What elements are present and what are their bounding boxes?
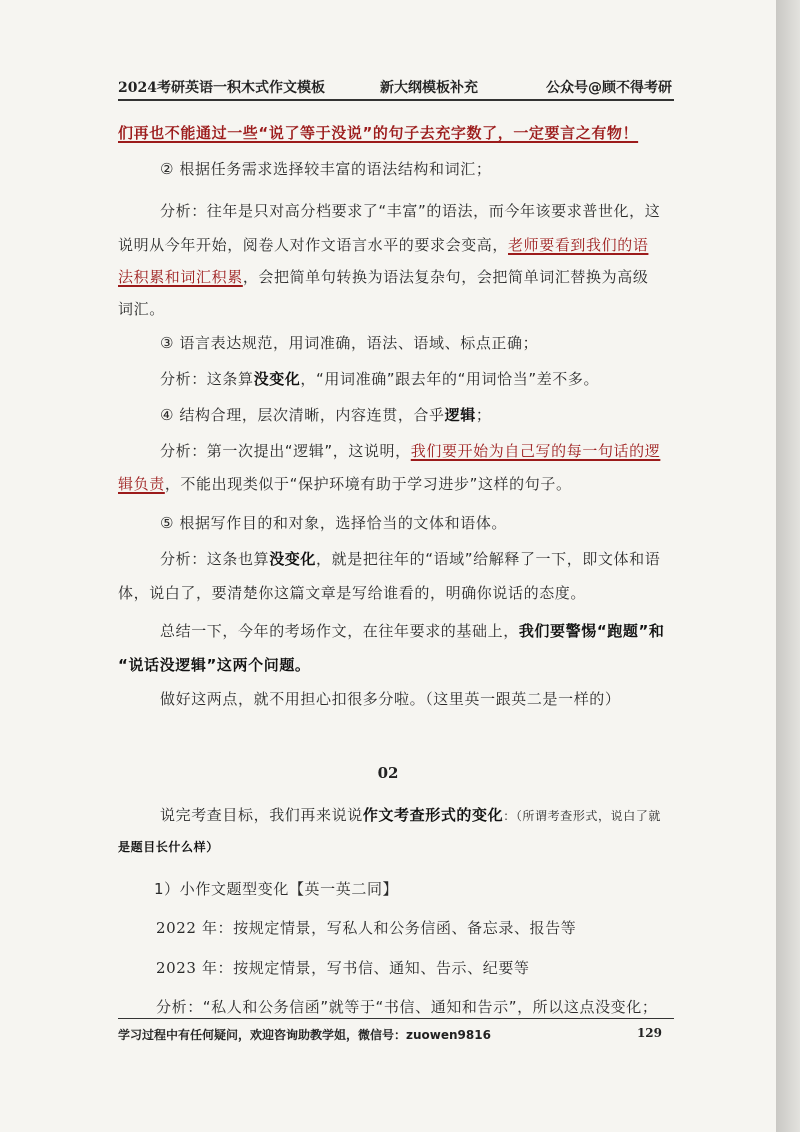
intro-text: 说完考查目标，我们再来说说: [160, 806, 363, 824]
page-header: [118, 75, 674, 101]
intro-bold: 作文考查形式的变化: [362, 806, 504, 824]
analysis-2-text-cont: ，会把简单句转换为语法复杂句，会把简单词汇替换为高级: [242, 268, 649, 286]
item-4-bold: 逻辑: [444, 406, 476, 424]
analysis-2-emphasis-cont: 法积累和词汇积累: [118, 268, 243, 286]
page-number: 129: [636, 1026, 662, 1040]
summary-line-1: [160, 620, 665, 641]
analysis-2-line-4: 词汇。: [118, 300, 165, 318]
item-4: [160, 404, 491, 425]
analysis-2-line-3: [118, 266, 648, 287]
summary-line-2: “说话没逻辑”这两个问题。: [118, 656, 311, 674]
item-2: ② 根据任务需求选择较丰富的语法结构和词汇；: [160, 160, 492, 178]
year-2022: 2022: [156, 919, 197, 937]
section-intro-line-1: [160, 804, 661, 825]
analysis-3-a: 分析：这条算: [160, 370, 254, 388]
page-edge: [776, 0, 800, 1132]
note-line: 做好这两点，就不用担心扣很多分啦。（这里英一跟英二是一样的）: [160, 690, 621, 708]
analysis-5-c: ，就是把往年的“语域”给解释了一下，即文体和语: [316, 550, 661, 568]
analysis-3-bold: 没变化: [253, 370, 301, 388]
analysis-2-text: 说明从今年开始，阅卷人对作文语言水平的要求会变高，: [118, 236, 509, 254]
item-4-a: ④ 结构合理，层次清晰，内容连贯，合乎: [160, 406, 445, 424]
header-account: 公众号@顾不得考研: [546, 80, 672, 96]
analysis-2-emphasis: 老师要看到我们的语: [508, 236, 649, 254]
summary-bold: 我们要警惕“跑题”和: [518, 622, 665, 640]
year-2023-text: 年：按规定情景，写书信、通知、告示、纪要等: [201, 959, 530, 977]
section-intro-line-2: 是题目长什么样）: [118, 840, 219, 854]
analysis-5-bold: 没变化: [269, 550, 317, 568]
analysis-3: [160, 368, 599, 389]
subheading-1: 1）小作文题型变化【英一英二同】: [154, 880, 399, 898]
header-title: 2024考研英语一积木式作文模板: [118, 80, 325, 96]
page-footer: [118, 1018, 674, 1045]
analysis-4-emphasis-cont: 辑负责: [118, 475, 165, 493]
section-analysis: 分析：“私人和公务信函”就等于“书信、通知和告示”，所以这点没变化；: [156, 998, 658, 1016]
summary-text: 总结一下，今年的考场作文，在往年要求的基础上，: [160, 622, 519, 640]
analysis-2-line-2: [118, 234, 648, 255]
item-5: ⑤ 根据写作目的和对象，选择恰当的文体和语体。: [160, 514, 508, 532]
analysis-4-line-1: [160, 440, 660, 461]
analysis-3-c: ，“用词准确”跟去年的“用词恰当”差不多。: [300, 370, 600, 388]
header-section: 新大纲模板补充: [380, 80, 478, 96]
line-continuation: 们再也不能通过一些“说了等于没说”的句子去充字数了，一定要言之有物！: [118, 124, 639, 142]
analysis-2-line-1: 分析：往年是只对高分档要求了“丰富”的语法，而今年该要求普世化，这: [160, 202, 661, 220]
year-2022-text: 年：按规定情景，写私人和公务信函、备忘录、报告等: [201, 919, 577, 937]
analysis-5-line-2: 体，说白了，要清楚你这篇文章是写给谁看的，明确你说话的态度。: [118, 584, 587, 602]
year-2022-line: [156, 917, 576, 938]
intro-note: ：（所谓考查形式，说白了就: [503, 809, 662, 823]
analysis-5-line-1: [160, 548, 660, 569]
year-2023: 2023: [156, 959, 197, 977]
year-2023-line: [156, 957, 530, 978]
analysis-4-text-cont: ，不能出现类似于“保护环境有助于学习进步”这样的句子。: [164, 475, 572, 493]
analysis-5-a: 分析：这条也算: [160, 550, 270, 568]
item-4-c: ；: [475, 406, 492, 424]
analysis-4-text: 分析：第一次提出“逻辑”，这说明，: [160, 442, 411, 460]
footer-contact: 学习过程中有任何疑问，欢迎咨询助教学姐，微信号：zuowen9816: [118, 1028, 491, 1042]
item-3: ③ 语言表达规范，用词准确，语法、语域、标点正确；: [160, 334, 539, 352]
section-heading: 02: [377, 764, 399, 782]
analysis-4-line-2: [118, 473, 572, 494]
analysis-4-emphasis: 我们要开始为自己写的每一句话的逻: [410, 442, 661, 460]
